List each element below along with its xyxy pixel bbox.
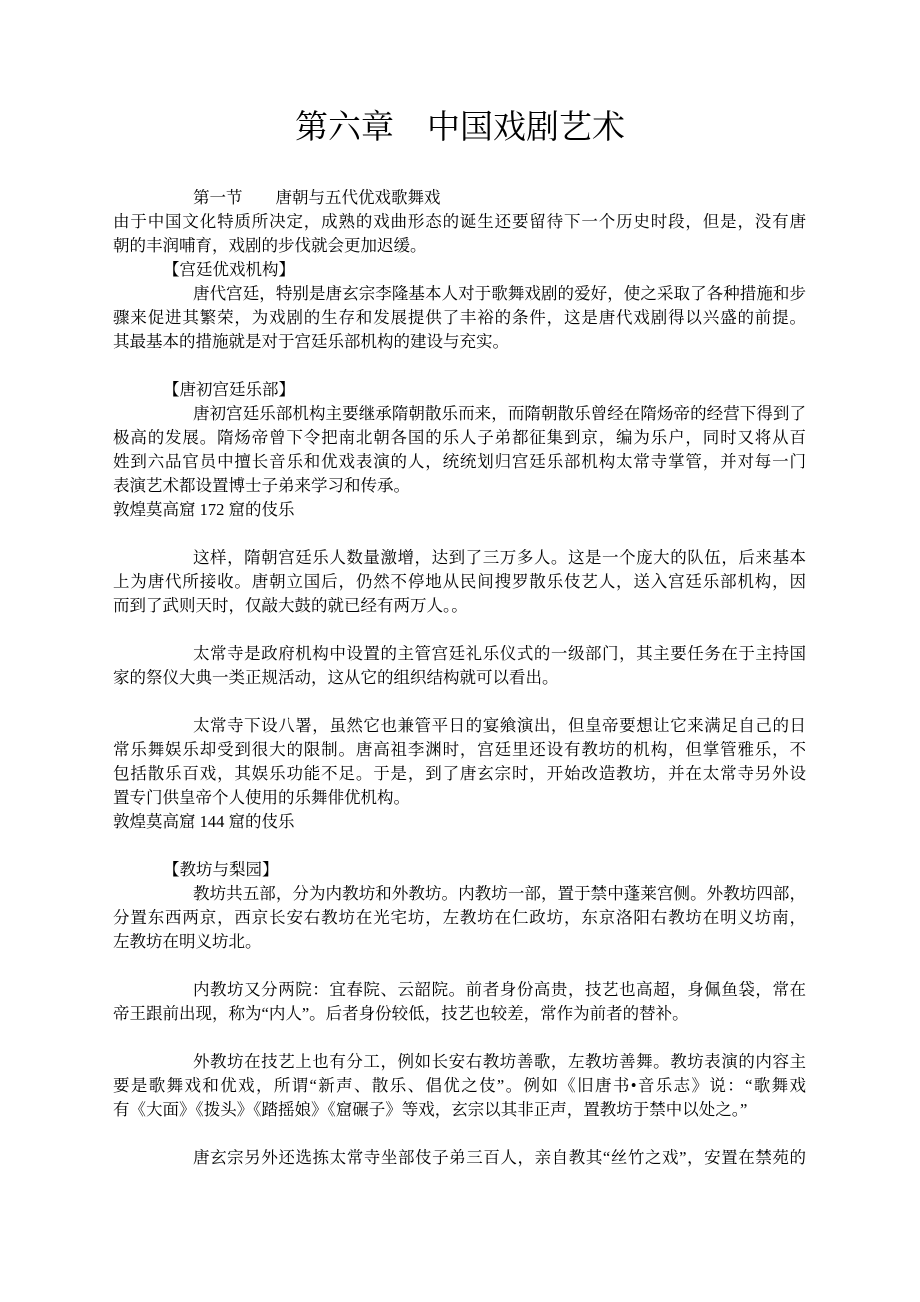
body-text-line: 极高的发展。隋炀帝曾下令把南北朝各国的乐人子弟都征集到京，编为乐户，同时又将从百	[113, 428, 806, 447]
body-text-line: 其最基本的措施就是对于宫廷乐部机构的建设与充实。	[113, 332, 509, 351]
bracket-heading: 【教坊与梨园】	[163, 860, 279, 879]
blank-line	[113, 954, 806, 978]
body-text-line: 要是歌舞戏和优戏，所谓“新声、散乐、倡优之伎”。例如《旧唐书•音乐志》说：“歌舞戏	[113, 1076, 806, 1095]
body-text-line: 唐代宫廷，特别是唐玄宗李隆基本人对于歌舞戏剧的爱好，使之采取了各种措施和步	[193, 284, 806, 303]
body-text-line: 有《大面》《拨头》《踏摇娘》《窟碾子》等戏，玄宗以其非正声，置教坊于禁中以处之。”	[113, 1100, 748, 1119]
body-text-line: 唐初宫廷乐部机构主要继承隋朝散乐而来，而隋朝散乐曾经在隋炀帝的经营下得到了	[193, 404, 806, 423]
chapter-title: 第六章 中国戏剧艺术	[295, 110, 625, 146]
body-text-line: 家的祭仪大典一类正规活动，这从它的组织结构就可以看出。	[113, 668, 559, 687]
body-text-line: 太常寺下设八署，虽然它也兼管平日的宴飨演出，但皇帝要想让它来满足自己的日	[193, 716, 806, 735]
body-text-line: 置专门供皇帝个人使用的乐舞俳优机构。	[113, 788, 410, 807]
body-text-line: 姓到六品官员中擅长音乐和优戏表演的人，统统划归宫廷乐部机构太常寺掌管，并对每一门	[113, 452, 806, 471]
bracket-heading: 【宫廷优戏机构】	[163, 260, 295, 279]
body-text-line: 唐玄宗另外还选拣太常寺坐部伎子弟三百人，亲自教其“丝竹之戏”，安置在禁苑的	[193, 1148, 806, 1167]
body-text-line: 外教坊在技艺上也有分工，例如长安右教坊善歌，左教坊善舞。教坊表演的内容主	[193, 1052, 806, 1071]
figure-caption: 敦煌莫高窟 144 窟的伎乐	[113, 812, 295, 831]
blank-line	[113, 354, 806, 378]
body-text-line: 这样，隋朝宫廷乐人数量激增，达到了三万多人。这是一个庞大的队伍，后来基本	[193, 548, 806, 567]
blank-line	[113, 1122, 806, 1146]
blank-line	[113, 522, 806, 546]
blank-line	[113, 1026, 806, 1050]
blank-line	[113, 618, 806, 642]
body-text-line: 常乐舞娱乐却受到很大的限制。唐高祖李渊时，宫廷里还设有教坊的机构，但掌管雅乐，不	[113, 740, 806, 759]
body-text-line: 朝的丰润哺育，戏剧的步伐就会更加迟缓。	[113, 236, 427, 255]
body-text-line: 包括散乐百戏，其娱乐功能不足。于是，到了唐玄宗时，开始改造教坊，并在太常寺另外设	[113, 764, 806, 783]
body-text-line: 而到了武则天时，仅敲大鼓的就已经有两万人。。	[113, 596, 468, 615]
body-text-line: 由于中国文化特质所决定，成熟的戏曲形态的诞生还要留待下一个历史时段，但是，没有唐	[113, 212, 806, 231]
body-text-line: 左教坊在明义坊北。	[113, 932, 262, 951]
blank-line	[113, 690, 806, 714]
figure-caption: 敦煌莫高窟 172 窟的伎乐	[113, 500, 295, 519]
body-text-line: 帝王跟前出现，称为“内人”。后者身份较低，技艺也较差，常作为前者的替补。	[113, 1004, 689, 1023]
body-text-line: 太常寺是政府机构中设置的主管宫廷礼乐仪式的一级部门，其主要任务在于主持国	[193, 644, 806, 663]
document-body	[113, 186, 806, 1170]
section-heading: 第一节 唐朝与五代优戏歌舞戏	[193, 188, 441, 207]
body-text-line: 教坊共五部，分为内教坊和外教坊。内教坊一部，置于禁中蓬莱宫侧。外教坊四部，	[193, 884, 806, 903]
bracket-heading: 【唐初宫廷乐部】	[163, 380, 295, 399]
body-text-line: 上为唐代所接收。唐朝立国后，仍然不停地从民间搜罗散乐伎艺人，送入宫廷乐部机构，因	[113, 572, 806, 591]
body-text-line: 内教坊又分两院：宜春院、云韶院。前者身份高贵，技艺也高超，身佩鱼袋，常在	[193, 980, 806, 999]
body-text-line: 分置东西两京，西京长安右教坊在光宅坊，左教坊在仁政坊，东京洛阳右教坊在明义坊南，	[113, 908, 806, 927]
blank-line	[113, 834, 806, 858]
body-text-line: 表演艺术都设置博士子弟来学习和传承。	[113, 476, 410, 495]
body-text-line: 骤来促进其繁荣，为戏剧的生存和发展提供了丰裕的条件，这是唐代戏剧得以兴盛的前提。	[113, 308, 806, 327]
